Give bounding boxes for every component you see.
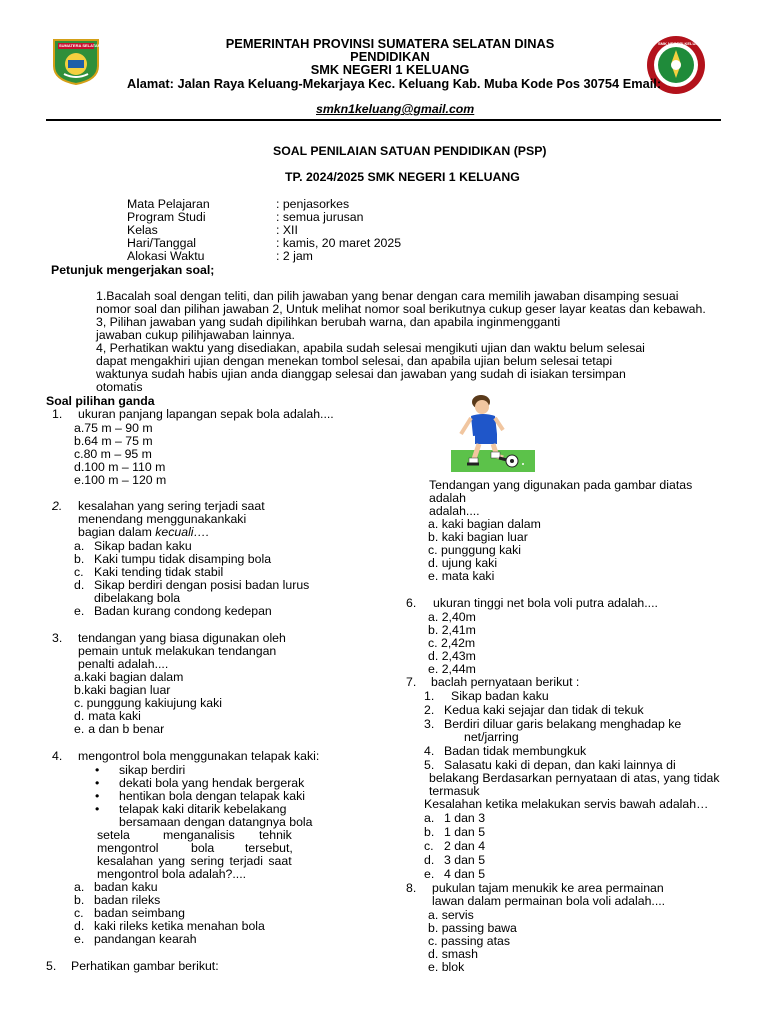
question-text: adalah.... <box>429 504 480 518</box>
logo-left <box>50 36 102 86</box>
question-text: pemain untuk melakukan tendangan <box>78 644 277 658</box>
answer-option[interactable]: a. kaki bagian dalam <box>428 517 541 531</box>
answer-option[interactable]: a. 1 dan 3 <box>424 811 486 825</box>
bullet-item: • hentikan bola dengan telapak kaki <box>95 789 305 803</box>
question-number: 1. <box>52 407 63 421</box>
instruction-line: otomatis <box>96 380 143 394</box>
answer-option[interactable]: d. smash <box>428 947 478 961</box>
statement-item: 4. Badan tidak membungkuk <box>424 744 587 758</box>
instruction-line: 1.Bacalah soal dengan teliti, dan pilih jawaban yang benar dengan cara memilih jawaban disamping sesuai <box>96 289 679 303</box>
info-label: Mata Pelajaran <box>127 197 210 211</box>
statement-item: 1. Sikap badan kaku <box>424 689 549 703</box>
answer-option[interactable]: e. Badan kurang condong kedepan <box>74 604 272 618</box>
question-text: bagian dalam kecuali…. <box>78 525 210 539</box>
statement-item: 5. Salasatu kaki di depan, dan kaki lainnya di <box>424 758 676 772</box>
question-number: 2. <box>52 499 63 513</box>
question-number: 4. <box>52 749 63 763</box>
info-value: : 2 jam <box>276 249 313 263</box>
answer-option[interactable]: e. 2,44m <box>428 662 476 676</box>
answer-option[interactable]: e. mata kaki <box>428 569 495 583</box>
soccer-player-image <box>451 394 535 472</box>
info-value: : semua jurusan <box>276 210 364 224</box>
answer-option[interactable]: c.80 m – 95 m <box>74 447 152 461</box>
bullet-item: • dekati bola yang hendak bergerak <box>95 776 305 790</box>
question-text: Perhatikan gambar berikut: <box>71 959 219 973</box>
answer-option[interactable]: d. 2,43m <box>428 649 476 663</box>
statement-item: 3. Berdiri diluar garis belakang menghadap ke <box>424 717 682 731</box>
answer-option[interactable]: b. Kaki tumpu tidak disamping bola <box>74 552 272 566</box>
logo-right-text: SMK NEGERI KELUANG <box>658 41 705 46</box>
question-text: mengontrol bola adalah?.... <box>97 867 247 881</box>
info-label: Kelas <box>127 223 158 237</box>
info-label: Alokasi Waktu <box>127 249 205 263</box>
statement-item: 2. Kedua kaki sejajar dan tidak di tekuk <box>424 703 644 717</box>
question-number: 8. <box>406 881 417 895</box>
answer-option[interactable]: e. a dan b benar <box>74 722 165 736</box>
bullet-item: • telapak kaki ditarik kebelakang <box>95 802 287 816</box>
question-text: baclah pernyataan berikut : <box>431 675 580 689</box>
answer-option[interactable]: b.64 m – 75 m <box>74 434 153 448</box>
question-text: pukulan tajam menukik ke area permainan <box>432 881 664 895</box>
question-number: 7. <box>406 675 417 689</box>
answer-option[interactable]: c. 2,42m <box>428 636 476 650</box>
instruction-line: nomor soal dan pilihan jawaban 2, Untuk melihat nomor soal berikutnya cukup geser layar keatas dan kebawah. <box>96 302 706 316</box>
info-value: : XII <box>276 223 298 237</box>
logo-left-text: SUMATERA SELATAN <box>59 43 101 48</box>
instructions-heading: Petunjuk mengerjakan soal; <box>51 263 215 277</box>
question-number: 3. <box>52 631 63 645</box>
answer-option[interactable]: c. badan seimbang <box>74 906 185 920</box>
question-text: mengontrol bola menggunakan telapak kaki: <box>78 749 320 763</box>
question-text: Kesalahan ketika melakukan servis bawah adalah… <box>424 797 709 811</box>
question-text: menendang menggunakankaki <box>78 512 247 526</box>
answer-option[interactable]: c. punggung kakiujung kaki <box>74 696 222 710</box>
answer-option[interactable]: d. Sikap berdiri dengan posisi badan lurus <box>74 578 310 592</box>
answer-option[interactable]: a. badan kaku <box>74 880 158 894</box>
info-value: : penjasorkes <box>276 197 350 211</box>
bullet-cont: bersamaan dengan datangnya bola <box>119 815 313 829</box>
question-text: adalah <box>429 491 466 505</box>
instruction-line: 3, Pilihan jawaban yang sudah dipilihkan berubah warna, dan apabila inginmengganti <box>96 315 561 329</box>
instruction-line: jawaban cukup pilihjawaban lainnya. <box>96 328 295 342</box>
info-label: Hari/Tanggal <box>127 236 197 250</box>
instruction-line: 4, Perhatikan waktu yang disediakan, apabila sudah selesai mengikuti ujian dan waktu belum selesai <box>96 341 645 355</box>
question-text: tendangan yang biasa digunakan oleh <box>78 631 286 645</box>
question-number: 5. <box>46 959 57 973</box>
bullet-item: • sikap berdiri <box>95 763 186 777</box>
info-label: Program Studi <box>127 210 206 224</box>
question-text: setela menganalisis tehnik <box>97 828 292 842</box>
answer-option[interactable]: d. ujung kaki <box>428 556 498 570</box>
header-address: Alamat: Jalan Raya Keluang-Mekarjaya Kec. Keluang Kab. Muba Kode Pos 30754 Email: <box>127 76 662 91</box>
answer-option[interactable]: a. Sikap badan kaku <box>74 539 192 553</box>
answer-option[interactable]: e.100 m – 120 m <box>74 473 167 487</box>
answer-option[interactable]: e. pandangan kearah <box>74 932 197 946</box>
question-text: belakang Berdasarkan pernyataan di atas, yang tidak <box>429 771 720 785</box>
header-line-1: PEMERINTAH PROVINSI SUMATERA SELATAN DINAS <box>225 36 555 51</box>
answer-option[interactable]: a.75 m – 90 m <box>74 421 153 435</box>
answer-option[interactable]: a.kaki bagian dalam <box>74 670 184 684</box>
question-text: ukuran tinggi net bola voli putra adalah.... <box>433 596 658 610</box>
answer-option[interactable]: d. mata kaki <box>74 709 141 723</box>
answer-option-cont: dibelakang bola <box>94 591 181 605</box>
exam-title: SOAL PENILAIAN SATUAN PENDIDIKAN (PSP) <box>273 144 547 158</box>
answer-option[interactable]: b. passing bawa <box>428 921 517 935</box>
question-number: 6. <box>406 596 417 610</box>
answer-option[interactable]: b. 2,41m <box>428 623 476 637</box>
question-5 <box>46 960 219 973</box>
answer-option[interactable]: c. passing atas <box>428 934 511 948</box>
answer-option[interactable]: d. 3 dan 5 <box>424 853 486 867</box>
section-title: Soal pilihan ganda <box>46 394 155 408</box>
question-text: ukuran panjang lapangan sepak bola adalah.... <box>78 407 334 421</box>
question-text: penalti adalah.... <box>78 657 169 671</box>
question-text: mengontrol bola tersebut, <box>97 841 293 855</box>
answer-option[interactable]: c. Kaki tending tidak stabil <box>74 565 224 579</box>
statement-item-cont: net/jarring <box>464 730 519 744</box>
instruction-line: waktunya sudah habis ujian anda dianggap selesai dan jawaban yang sudah di isiakan tersimpan <box>96 367 626 381</box>
instruction-line: dapat mengakhiri ujian dengan menekan tombol selesai, dan apabila ujian belum selesai tetapi <box>96 354 613 368</box>
answer-option[interactable]: c. 2 dan 4 <box>424 839 486 853</box>
answer-option[interactable]: e. 4 dan 5 <box>424 867 486 881</box>
answer-option[interactable]: e. blok <box>428 960 465 974</box>
answer-option[interactable]: b. 1 dan 5 <box>424 825 486 839</box>
answer-option[interactable]: b. badan rileks <box>74 893 161 907</box>
header-email[interactable]: smkn1keluang@gmail.com <box>316 102 475 116</box>
header-line-2: PENDIDIKAN <box>350 49 430 64</box>
question-text: kesalahan yang sering terjadi saat <box>97 854 292 868</box>
answer-option[interactable]: b. kaki bagian luar <box>428 530 528 544</box>
question-text: termasuk <box>429 784 480 798</box>
header-divider <box>46 119 721 121</box>
answer-option[interactable]: d.100 m – 110 m <box>74 460 166 474</box>
answer-option[interactable]: c. punggung kaki <box>428 543 521 557</box>
answer-option[interactable]: d. kaki rileks ketika menahan bola <box>74 919 265 933</box>
question-text: Tendangan yang digunakan pada gambar diatas <box>429 478 693 492</box>
info-value: : kamis, 20 maret 2025 <box>276 236 402 250</box>
question-text: kesalahan yang sering terjadi saat <box>78 499 265 513</box>
header-line-3: SMK NEGERI 1 KELUANG <box>310 62 470 77</box>
exam-subtitle: TP. 2024/2025 SMK NEGERI 1 KELUANG <box>285 170 520 184</box>
answer-option[interactable]: b.kaki bagian luar <box>74 683 171 697</box>
answer-option[interactable]: a. servis <box>428 908 474 922</box>
question-text: lawan dalam permainan bola voli adalah.... <box>432 894 666 908</box>
answer-option[interactable]: a. 2,40m <box>428 610 476 624</box>
